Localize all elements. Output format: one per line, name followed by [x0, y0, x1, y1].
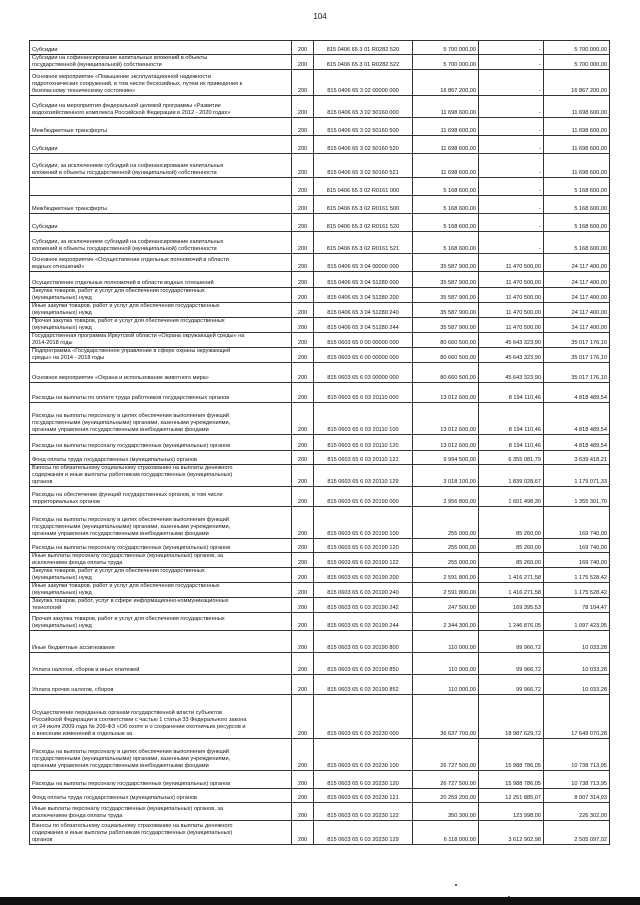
- row-kv: 200: [292, 583, 314, 598]
- row-kv: 200: [292, 41, 314, 55]
- row-code: 815 0603 65 6 03 20230 122: [314, 803, 413, 821]
- row-plan: 6 118 000,00: [413, 821, 479, 845]
- row-kv: 200: [292, 631, 314, 653]
- row-remaining: 5 168 600,00: [544, 232, 610, 254]
- row-code: 815 0603 65 6 03 20230 120: [314, 771, 413, 789]
- row-executed: 6 355 081,79: [479, 451, 544, 465]
- row-kv: 200: [292, 178, 314, 196]
- row-executed: 1 246 876,05: [479, 613, 544, 631]
- row-executed: -: [479, 96, 544, 118]
- row-name: Уплата прочих налогов, сборов: [30, 675, 292, 695]
- table-row: [30, 196, 610, 214]
- table-row: [30, 96, 610, 118]
- row-remaining: 4 818 489,54: [544, 403, 610, 435]
- row-name: Субсидии: [30, 136, 292, 154]
- row-plan: 9 994 500,00: [413, 451, 479, 465]
- row-plan: 35 587 900,00: [413, 254, 479, 272]
- row-remaining: 35 017 176,10: [544, 333, 610, 348]
- row-code: 815 0603 65 0 00 00000 000: [314, 333, 413, 348]
- row-executed: -: [479, 136, 544, 154]
- row-executed: 3 612 902,98: [479, 821, 544, 845]
- row-remaining: 11 698 600,00: [544, 154, 610, 178]
- row-code: 815 0603 65 6 03 20190 100: [314, 507, 413, 539]
- row-name: Фонд оплаты труда государственных (муниципальных) органов: [30, 789, 292, 803]
- row-remaining: 11 698 600,00: [544, 136, 610, 154]
- row-kv: 200: [292, 55, 314, 70]
- row-executed: -: [479, 178, 544, 196]
- row-code: 815 0406 65 3 01 R0282 522: [314, 55, 413, 70]
- row-plan: 2 956 800,00: [413, 487, 479, 507]
- row-executed: 8 194 110,46: [479, 435, 544, 451]
- row-code: 815 0406 65 3 02 R0161 000: [314, 178, 413, 196]
- row-executed: 11 470 500,00: [479, 303, 544, 318]
- row-kv: 200: [292, 507, 314, 539]
- row-code: 815 0603 65 6 03 20190 242: [314, 598, 413, 613]
- row-executed: 11 470 500,00: [479, 288, 544, 303]
- row-name: Взносы по обязательному социальному страхованию на выплаты денежного содержания и иные выплаты работникам государственных (муниципальных) органов: [30, 465, 292, 487]
- row-remaining: 24 117 400,00: [544, 288, 610, 303]
- row-plan: 11 698 600,00: [413, 118, 479, 136]
- row-code: 815 0603 65 6 03 20190 852: [314, 675, 413, 695]
- row-executed: 15 988 786,05: [479, 771, 544, 789]
- row-remaining: 10 738 713,95: [544, 739, 610, 771]
- row-plan: 35 587 900,00: [413, 318, 479, 333]
- row-name: Прочая закупка товаров, работ и услуг для обеспечения государственных (муниципальных) нужд: [30, 318, 292, 333]
- row-kv: 200: [292, 348, 314, 363]
- row-plan: 110 000,00: [413, 653, 479, 675]
- row-executed: -: [479, 55, 544, 70]
- table-row: [30, 363, 610, 383]
- row-name: Субсидии, за исключением субсидий на софинансирование капитальных вложений в объекты государственной (муниципальной) собственности: [30, 232, 292, 254]
- row-code: 815 0603 65 6 03 20110 120: [314, 435, 413, 451]
- row-code: 815 0406 65 3 02 R0161 521: [314, 232, 413, 254]
- row-code: 815 0603 65 6 03 20230 121: [314, 789, 413, 803]
- table-row: [30, 136, 610, 154]
- table-row: [30, 631, 610, 653]
- row-remaining: 24 117 400,00: [544, 303, 610, 318]
- row-remaining: 10 033,28: [544, 675, 610, 695]
- row-plan: 255 000,00: [413, 539, 479, 553]
- row-code: 815 0603 65 6 03 20190 850: [314, 653, 413, 675]
- row-plan: 5 700 000,00: [413, 55, 479, 70]
- row-kv: 200: [292, 451, 314, 465]
- row-name: Субсидии: [30, 41, 292, 55]
- row-executed: -: [479, 154, 544, 178]
- row-executed: 99 966,72: [479, 675, 544, 695]
- row-plan: 13 012 600,00: [413, 435, 479, 451]
- row-name: Иные выплаты персоналу государственных (муниципальных) органов, за исключением фонда оплаты труда: [30, 553, 292, 568]
- row-kv: 200: [292, 288, 314, 303]
- table-row: [30, 333, 610, 348]
- row-remaining: 226 302,00: [544, 803, 610, 821]
- row-remaining: 1 355 301,70: [544, 487, 610, 507]
- row-kv: 200: [292, 333, 314, 348]
- row-executed: 8 194 110,46: [479, 403, 544, 435]
- row-name: Субсидии: [30, 214, 292, 232]
- row-name: Расходы на выплаты персоналу государственных (муниципальных) органов: [30, 771, 292, 789]
- row-executed: 1 601 498,30: [479, 487, 544, 507]
- row-executed: 45 643 323,90: [479, 333, 544, 348]
- row-name: Иные бюджетные ассигнования: [30, 631, 292, 653]
- row-code: 815 0406 65 3 04 51280 244: [314, 318, 413, 333]
- row-name: Закупка товаров, работ и услуг для обеспечения государственных (муниципальных) нужд: [30, 288, 292, 303]
- row-name: Расходы на выплаты персоналу в целях обеспечения выполнения функций государственными (муниципальными) органами, казенными учреждениями, органами управления государственными внебюджетными фондами: [30, 739, 292, 771]
- row-executed: 15 988 786,05: [479, 739, 544, 771]
- row-code: 815 0603 65 6 00 00000 000: [314, 348, 413, 363]
- table-row: [30, 675, 610, 695]
- table-row: [30, 41, 610, 55]
- row-plan: 80 660 500,00: [413, 348, 479, 363]
- row-plan: 35 587 900,00: [413, 288, 479, 303]
- row-name: Межбюджетные трансферты: [30, 196, 292, 214]
- row-executed: 1 416 271,58: [479, 568, 544, 583]
- row-executed: -: [479, 70, 544, 96]
- table-row: [30, 348, 610, 363]
- row-name: Осуществление отдельных полномочий в области водных отношений: [30, 272, 292, 288]
- row-code: 815 0603 65 6 03 20190 000: [314, 487, 413, 507]
- row-code: 815 0406 65 3 04 51280 200: [314, 288, 413, 303]
- row-executed: -: [479, 41, 544, 55]
- row-code: 815 0406 65 3 02 50160 500: [314, 118, 413, 136]
- row-executed: 11 470 500,00: [479, 272, 544, 288]
- row-executed: -: [479, 196, 544, 214]
- row-remaining: 8 007 314,93: [544, 789, 610, 803]
- row-plan: 13 012 600,00: [413, 383, 479, 403]
- row-executed: 85 260,00: [479, 507, 544, 539]
- row-executed: 123 998,00: [479, 803, 544, 821]
- row-plan: 110 000,00: [413, 631, 479, 653]
- table-row: [30, 653, 610, 675]
- row-name: Расходы на выплаты персоналу в целях обеспечения выполнения функций государственными (муниципальными) органами, казенными учреждениями, органами управления государственными внебюджетными фондами: [30, 507, 292, 539]
- row-remaining: 24 117 400,00: [544, 254, 610, 272]
- row-code: 815 0406 65 3 02 R0161 520: [314, 214, 413, 232]
- row-executed: 1 416 271,58: [479, 583, 544, 598]
- row-remaining: 1 097 423,95: [544, 613, 610, 631]
- row-remaining: 16 867 200,00: [544, 70, 610, 96]
- row-remaining: 1 175 528,42: [544, 568, 610, 583]
- row-executed: 169 395,53: [479, 598, 544, 613]
- row-plan: 16 867 200,00: [413, 70, 479, 96]
- row-executed: 11 470 500,00: [479, 318, 544, 333]
- row-executed: -: [479, 214, 544, 232]
- row-executed: 12 251 885,07: [479, 789, 544, 803]
- row-remaining: 5 700 000,00: [544, 55, 610, 70]
- row-name: Фонд оплаты труда государственных (муниципальных) органов: [30, 451, 292, 465]
- row-remaining: 11 698 600,00: [544, 118, 610, 136]
- row-remaining: 169 740,00: [544, 553, 610, 568]
- row-kv: 200: [292, 739, 314, 771]
- row-plan: 20 259 200,00: [413, 789, 479, 803]
- row-code: 815 0603 65 6 03 20230 129: [314, 821, 413, 845]
- row-kv: 200: [292, 96, 314, 118]
- row-plan: 350 300,00: [413, 803, 479, 821]
- row-kv: 200: [292, 232, 314, 254]
- row-kv: 200: [292, 196, 314, 214]
- scan-bottom-edge: [0, 897, 640, 905]
- table-row: [30, 288, 610, 303]
- row-remaining: 4 818 489,54: [544, 435, 610, 451]
- row-code: 815 0603 65 6 03 20190 240: [314, 583, 413, 598]
- row-executed: 1 839 028,67: [479, 465, 544, 487]
- row-name: Расходы на выплаты по оплате труда работников государственных органов: [30, 383, 292, 403]
- row-kv: 200: [292, 803, 314, 821]
- row-kv: 200: [292, 118, 314, 136]
- row-executed: 45 643 323,90: [479, 363, 544, 383]
- row-remaining: 1 175 528,42: [544, 583, 610, 598]
- row-plan: 26 727 500,00: [413, 739, 479, 771]
- scan-speck: [455, 884, 457, 886]
- row-code: 815 0603 65 6 03 20190 120: [314, 539, 413, 553]
- row-plan: 80 660 500,00: [413, 333, 479, 348]
- table-row: [30, 272, 610, 288]
- row-name: Субсидии на софинансирование капитальных вложений в объекты государственной (муниципальной) собственности: [30, 55, 292, 70]
- row-remaining: 24 117 400,00: [544, 318, 610, 333]
- row-kv: 200: [292, 363, 314, 383]
- row-code: 815 0406 65 3 04 51280 000: [314, 272, 413, 288]
- row-code: 815 0603 65 6 03 20110 121: [314, 451, 413, 465]
- row-code: 815 0406 65 3 02 50160 000: [314, 96, 413, 118]
- row-remaining: 10 033,28: [544, 631, 610, 653]
- row-name: Закупка товаров, работ, услуг в сфере информационно-коммуникационных технологий: [30, 598, 292, 613]
- table-row: [30, 403, 610, 435]
- row-plan: 11 698 600,00: [413, 136, 479, 154]
- row-kv: 200: [292, 675, 314, 695]
- row-name: Взносы по обязательному социальному страхованию на выплаты денежного содержания и иные выплаты работникам государственных (муниципальных) органов: [30, 821, 292, 845]
- row-executed: -: [479, 118, 544, 136]
- table-row: [30, 254, 610, 272]
- table-row: [30, 583, 610, 598]
- row-name: Иные закупки товаров, работ и услуг для обеспечения государственных (муниципальных) нужд: [30, 303, 292, 318]
- row-executed: 85 260,00: [479, 539, 544, 553]
- row-code: 815 0603 65 6 03 20190 800: [314, 631, 413, 653]
- table-row: [30, 568, 610, 583]
- row-code: 815 0603 65 6 03 20190 200: [314, 568, 413, 583]
- row-name: Основное мероприятие «Охрана и использование животного мира»: [30, 363, 292, 383]
- row-remaining: 2 505 097,02: [544, 821, 610, 845]
- row-kv: 200: [292, 821, 314, 845]
- table-row: [30, 435, 610, 451]
- row-remaining: 5 168 600,00: [544, 214, 610, 232]
- row-name: Межбюджетные трансферты: [30, 118, 292, 136]
- row-code: 815 0603 65 6 03 20190 244: [314, 613, 413, 631]
- row-plan: 26 727 500,00: [413, 771, 479, 789]
- row-code: 815 0406 65 3 04 00000 000: [314, 254, 413, 272]
- row-plan: 5 168 600,00: [413, 196, 479, 214]
- row-kv: 200: [292, 136, 314, 154]
- table-row: [30, 232, 610, 254]
- row-name: Основное мероприятие «Повышение эксплуатационной надежности гидротехнических сооружений, в том числе бесхозяйных, путем их приведения к безопасному техническому состоянию»: [30, 70, 292, 96]
- row-kv: 200: [292, 789, 314, 803]
- row-remaining: 17 649 070,28: [544, 695, 610, 739]
- row-kv: 200: [292, 383, 314, 403]
- row-name: Иные закупки товаров, работ и услуг для обеспечения государственных (муниципальных) нужд: [30, 583, 292, 598]
- row-remaining: 4 818 489,54: [544, 383, 610, 403]
- row-name: Подпрограмма «Государственное управление в сфере охраны окружающей среды» на 2014 - 2018 годы: [30, 348, 292, 363]
- table-row: [30, 303, 610, 318]
- row-remaining: 169 740,00: [544, 539, 610, 553]
- table-row: [30, 553, 610, 568]
- row-remaining: 24 117 400,00: [544, 272, 610, 288]
- table-row: [30, 118, 610, 136]
- row-plan: 247 500,00: [413, 598, 479, 613]
- row-remaining: 35 017 176,10: [544, 348, 610, 363]
- row-plan: 255 000,00: [413, 553, 479, 568]
- row-name: Расходы на обеспечение функций государственных органов, в том числе территориальных органов: [30, 487, 292, 507]
- row-executed: 8 194 110,46: [479, 383, 544, 403]
- row-kv: 200: [292, 487, 314, 507]
- row-name: Субсидии, за исключением субсидий на софинансирование капитальных вложений в объекты государственной (муниципальной) собственности: [30, 154, 292, 178]
- row-plan: 5 700 000,00: [413, 41, 479, 55]
- row-name: Закупка товаров, работ и услуг для обеспечения государственных (муниципальных) нужд: [30, 568, 292, 583]
- row-executed: 99 966,72: [479, 631, 544, 653]
- row-plan: 11 698 600,00: [413, 96, 479, 118]
- table-row: [30, 465, 610, 487]
- row-kv: 200: [292, 272, 314, 288]
- row-name: Прочая закупка товаров, работ и услуг для обеспечения государственных (муниципальных) нужд: [30, 613, 292, 631]
- row-kv: 200: [292, 613, 314, 631]
- table-row: [30, 154, 610, 178]
- row-kv: 200: [292, 653, 314, 675]
- row-kv: 200: [292, 771, 314, 789]
- table-row: [30, 803, 610, 821]
- table-row: [30, 383, 610, 403]
- row-name: Государственная программа Иркутской области «Охрана окружающей среды» на 2014-2018 годы: [30, 333, 292, 348]
- row-code: 815 0406 65 3 02 50160 521: [314, 154, 413, 178]
- row-code: 815 0406 65 3 04 51280 240: [314, 303, 413, 318]
- row-plan: 5 168 600,00: [413, 214, 479, 232]
- table-row: [30, 695, 610, 739]
- row-executed: 11 470 500,00: [479, 254, 544, 272]
- table-row: [30, 507, 610, 539]
- row-code: 815 0603 65 6 03 20110 100: [314, 403, 413, 435]
- table-row: [30, 70, 610, 96]
- budget-table-body: [30, 41, 610, 845]
- table-row: [30, 55, 610, 70]
- row-executed: 85 260,00: [479, 553, 544, 568]
- row-kv: 200: [292, 154, 314, 178]
- row-code: 815 0603 65 6 03 20190 122: [314, 553, 413, 568]
- row-kv: 200: [292, 568, 314, 583]
- row-plan: 5 168 600,00: [413, 232, 479, 254]
- row-kv: 200: [292, 465, 314, 487]
- row-executed: 99 966,72: [479, 653, 544, 675]
- table-row: [30, 318, 610, 333]
- row-remaining: 5 168 600,00: [544, 196, 610, 214]
- table-row: [30, 739, 610, 771]
- row-code: 815 0406 65 3 02 50160 520: [314, 136, 413, 154]
- row-plan: 13 012 600,00: [413, 403, 479, 435]
- row-kv: 200: [292, 70, 314, 96]
- row-remaining: 10 033,28: [544, 653, 610, 675]
- table-row: [30, 214, 610, 232]
- row-name: Субсидии на мероприятия федеральной целевой программы «Развитие водохозяйственного комплекса Российской Федерации в 2012 - 2020 годах»: [30, 96, 292, 118]
- row-plan: 80 660 500,00: [413, 363, 479, 383]
- row-plan: 2 591 800,00: [413, 568, 479, 583]
- row-remaining: 1 179 071,33: [544, 465, 610, 487]
- row-plan: 255 000,00: [413, 507, 479, 539]
- row-kv: 200: [292, 539, 314, 553]
- row-kv: 200: [292, 318, 314, 333]
- row-plan: 2 344 300,00: [413, 613, 479, 631]
- row-remaining: 169 740,00: [544, 507, 610, 539]
- table-row: [30, 821, 610, 845]
- row-code: 815 0603 65 6 03 00000 000: [314, 363, 413, 383]
- row-executed: -: [479, 232, 544, 254]
- table-row: [30, 487, 610, 507]
- row-remaining: 11 698 600,00: [544, 96, 610, 118]
- row-code: 815 0603 65 6 03 20230 100: [314, 739, 413, 771]
- row-executed: 18 987 629,72: [479, 695, 544, 739]
- row-name: Расходы на выплаты персоналу государственных (муниципальных) органов: [30, 435, 292, 451]
- row-plan: 35 587 900,00: [413, 303, 479, 318]
- table-row: [30, 451, 610, 465]
- row-remaining: 35 017 176,10: [544, 363, 610, 383]
- row-executed: 45 643 323,90: [479, 348, 544, 363]
- row-kv: 200: [292, 598, 314, 613]
- budget-table: [29, 40, 610, 845]
- table-row: [30, 789, 610, 803]
- row-kv: 200: [292, 695, 314, 739]
- row-code: 815 0603 65 6 03 20110 129: [314, 465, 413, 487]
- row-name: Расходы на выплаты персоналу в целях обеспечения выполнения функций государственными (муниципальными) органами, казенными учреждениями, органами управления государственными внебюджетными фондами: [30, 403, 292, 435]
- row-kv: 200: [292, 403, 314, 435]
- row-code: 815 0406 65 3 01 R0282 520: [314, 41, 413, 55]
- row-plan: 2 591 800,00: [413, 583, 479, 598]
- page-number: 104: [313, 12, 327, 21]
- row-kv: 200: [292, 214, 314, 232]
- table-row: [30, 598, 610, 613]
- row-kv: 200: [292, 303, 314, 318]
- row-remaining: 5 168 600,00: [544, 178, 610, 196]
- row-plan: 11 698 600,00: [413, 154, 479, 178]
- row-remaining: 78 104,47: [544, 598, 610, 613]
- row-code: 815 0603 65 6 03 20110 000: [314, 383, 413, 403]
- row-name: Иные выплаты персоналу государственных (муниципальных) органов, за исключением фонда оплаты труда: [30, 803, 292, 821]
- table-row: [30, 539, 610, 553]
- row-name: Основное мероприятие «Осуществление отдельных полномочий в области водных отношений»: [30, 254, 292, 272]
- row-code: 815 0603 65 6 03 20230 000: [314, 695, 413, 739]
- row-name: Уплата налогов, сборов и иных платежей: [30, 653, 292, 675]
- row-kv: 200: [292, 254, 314, 272]
- table-row: [30, 771, 610, 789]
- row-name: Осуществление переданных органам государственной власти субъектов Российской Федерации в соответствии с частью 1 статьи 33 Федерального закона от 24 июля 2009 года № 209-ФЗ «Об охоте и о сохранении охотничьих ресурсов и о внесении изменений в отдельные за: [30, 695, 292, 739]
- row-code: 815 0406 65 3 02 00000 000: [314, 70, 413, 96]
- row-name: [30, 178, 292, 196]
- row-plan: 5 168 600,00: [413, 178, 479, 196]
- row-remaining: 3 639 418,21: [544, 451, 610, 465]
- row-kv: 200: [292, 435, 314, 451]
- row-code: 815 0406 65 3 02 R0161 500: [314, 196, 413, 214]
- row-remaining: 10 738 713,95: [544, 771, 610, 789]
- row-plan: 110 000,00: [413, 675, 479, 695]
- row-plan: 35 587 900,00: [413, 272, 479, 288]
- table-row: [30, 613, 610, 631]
- row-kv: 200: [292, 553, 314, 568]
- row-plan: 3 018 100,00: [413, 465, 479, 487]
- row-name: Расходы на выплаты персоналу государственных (муниципальных) органов: [30, 539, 292, 553]
- row-remaining: 5 700 000,00: [544, 41, 610, 55]
- row-plan: 36 637 700,00: [413, 695, 479, 739]
- table-row: [30, 178, 610, 196]
